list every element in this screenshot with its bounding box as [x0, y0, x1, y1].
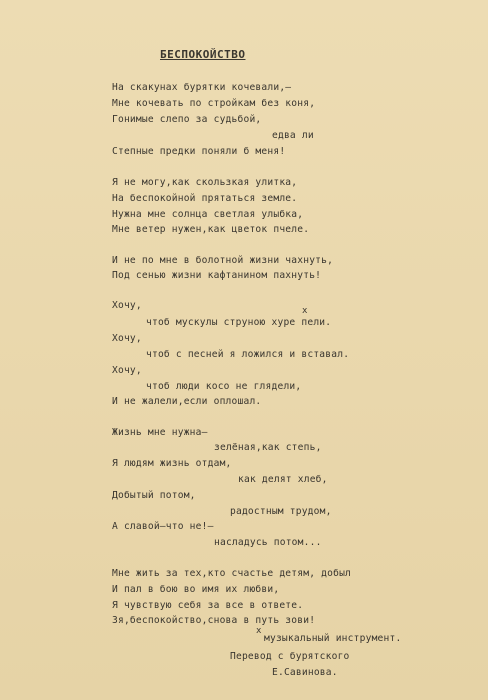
poem-line: И не по мне в болотной жизни чахнуть,: [112, 255, 334, 266]
poem-line: Жизнь мне нужна—: [112, 427, 208, 438]
poem-line: Мне ветер нужен,как цветок пчеле.: [112, 224, 310, 235]
poem-line: И пал в бою во имя их любви,: [112, 584, 280, 595]
footnote-marker: х: [302, 306, 308, 316]
poem-line: Я людям жизнь отдам,: [112, 458, 232, 469]
poem-line: Я чувствую себя за все в ответе.: [112, 600, 304, 611]
poem-line: зелёная,как степь,: [214, 442, 322, 453]
poem-line: Мне кочевать по стройкам без коня,: [112, 98, 316, 109]
poem-line: Хочу,: [112, 300, 142, 311]
poem-line: Нужна мне солнца светлая улыбка,: [112, 209, 304, 220]
poem-line: Добытый потом,: [112, 490, 196, 501]
poem-line: На беспокойной прятаться земле.: [112, 193, 298, 204]
footnote-text: музыкальный инструмент.: [264, 633, 402, 644]
poem-line: Хочу,: [112, 333, 142, 344]
poem-line: Хочу,: [112, 365, 142, 376]
poem-line: насладусь потом...: [214, 537, 322, 548]
poem-line: чтоб люди косо не глядели,: [146, 381, 302, 392]
translator-name: Е.Савинова.: [272, 667, 338, 678]
poem-line: На скакунах бурятки кочевали,—: [112, 82, 292, 93]
poem-line: Гонимые слепо за судьбой,: [112, 114, 262, 125]
translation-note: Перевод с бурятского: [230, 651, 350, 662]
poem-line: Зя,беспокойство,снова в путь зови!: [112, 615, 316, 626]
poem-line: Под сенью жизни кафтанином пахнуть!: [112, 270, 322, 281]
footnote-marker: х: [256, 626, 262, 636]
poem-line: как делят хлеб,: [238, 474, 328, 485]
poem-line: чтоб с песней я ложился и вставал.: [146, 349, 350, 360]
poem-line: Степные предки поняли б меня!: [112, 146, 286, 157]
poem-line: А славой—что не!—: [112, 521, 214, 532]
poem-line: Я не могу,как скользкая улитка,: [112, 177, 298, 188]
poem-title: БЕСПОКОЙСТВО: [160, 48, 246, 61]
poem-line: едва ли: [272, 130, 314, 141]
poem-line: радостным трудом,: [230, 506, 332, 517]
poem-line: Мне жить за тех,кто счастье детям, добыл: [112, 568, 352, 579]
poem-line: И не жалели,если оплошал.: [112, 396, 262, 407]
poem-line: чтоб мускулы струною хуре пели.: [146, 317, 332, 328]
